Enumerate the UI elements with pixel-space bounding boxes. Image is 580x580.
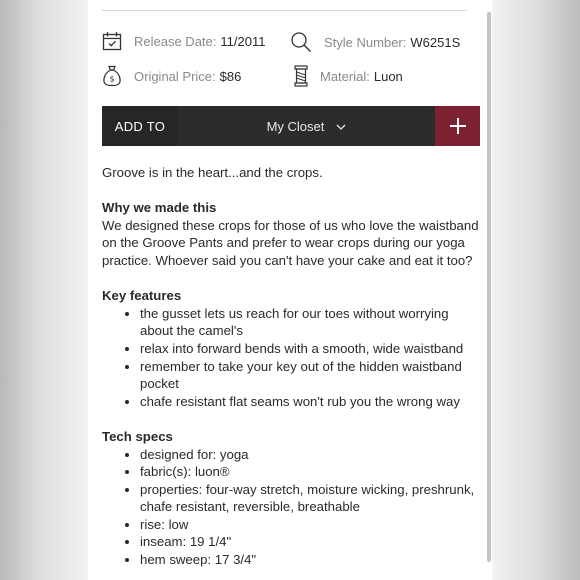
price-value: $86 (219, 68, 242, 84)
release-label: Release Date: (134, 33, 217, 49)
list-item: • hem sweep: 17 3/4" (140, 551, 482, 569)
style-number (290, 31, 460, 53)
material-label: Material: (320, 68, 370, 84)
list-item: • fabric(s): luon® (140, 463, 482, 481)
price-label: Original Price: (134, 68, 216, 84)
features-list (102, 305, 482, 411)
release-value: 11/2011 (220, 33, 266, 49)
closet-dropdown-value: My Closet (266, 118, 325, 134)
search-icon (290, 31, 312, 53)
material-value: Luon (373, 68, 403, 84)
list-item: • designed for: yoga (140, 446, 482, 464)
calendar-icon (102, 31, 122, 51)
plus-icon (450, 118, 466, 134)
description-intro: Groove is in the heart...and the crops. (102, 165, 323, 180)
money-bag-icon (102, 65, 122, 87)
features-heading: Key features (102, 288, 182, 304)
style-label: Style Number: (324, 34, 407, 50)
chevron-down-icon (336, 119, 346, 134)
list-item: • the gusset lets us reach for our toes without worrying about the camel's (140, 305, 482, 340)
specs-list (102, 446, 482, 569)
scrollbar[interactable] (487, 12, 491, 562)
list-item: • inseam: 19 1/4" (140, 533, 482, 551)
product-description (102, 164, 482, 569)
why-heading: Why we made this (102, 200, 217, 216)
style-value: W6251S (410, 34, 461, 50)
release-date (102, 31, 265, 51)
list-item: • remember to take your key out of the hidden waistband pocket (140, 358, 482, 393)
material (294, 65, 403, 87)
thread-spool-icon (294, 65, 308, 87)
list-item: • properties: four-way stretch, moisture wicking, preshrunk, chafe resistant, reversible, breathable (140, 481, 482, 516)
svg-text:$: $ (109, 74, 115, 84)
add-to-label: ADD TO (102, 106, 178, 146)
divider (102, 10, 467, 11)
original-price (102, 65, 241, 87)
list-item: • rise: low (140, 516, 482, 534)
add-to-closet-bar (102, 106, 480, 146)
why-text: We designed these crops for those of us who love the waistband on the Groove Pants and prefer to wear crops during our yoga practice. Whoever said you can't have your cake and eat it too? (102, 217, 479, 268)
specs-heading: Tech specs (102, 428, 173, 444)
add-button[interactable] (435, 106, 480, 146)
list-item: • relax into forward bends with a smooth, wide waistband (140, 340, 482, 358)
closet-dropdown[interactable] (178, 106, 435, 146)
list-item: • chafe resistant flat seams won't rub you the wrong way (140, 393, 482, 411)
